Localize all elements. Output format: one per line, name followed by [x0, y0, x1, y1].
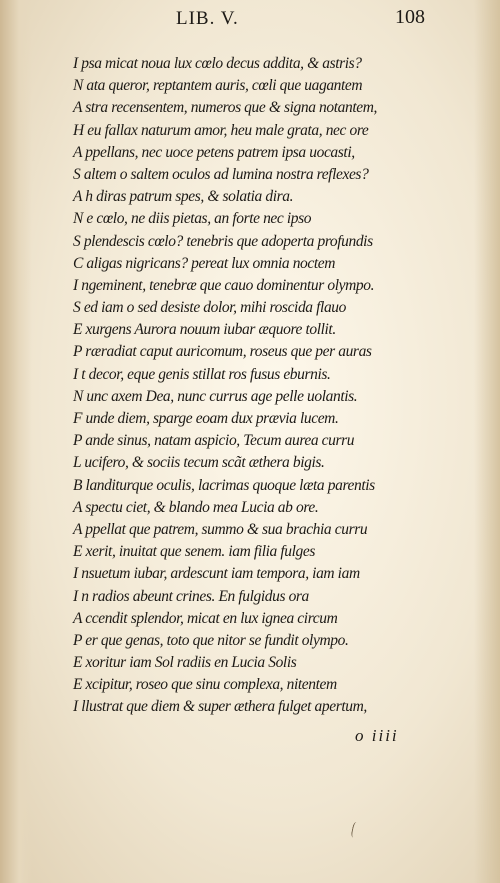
verse-line: C aligas nigricans? pereat lux omnia noctem	[73, 254, 336, 272]
verse-line: B landiturque oculis, lacrimas quoque læta parentis	[73, 476, 375, 494]
verse-line: I psa micat noua lux cœlo decus addita, & astris?	[73, 55, 362, 72]
verse-line: E xcipitur, roseo que sinu complexa, nitentem	[73, 676, 337, 694]
verse-line: A ppellans, nec uoce petens patrem ipsa uocasti,	[73, 143, 355, 161]
verse-line: P ræradiat caput auricomum, roseus que per auras	[73, 343, 372, 361]
verse-line: A ppellat que patrem, summo & sua brachia curru	[73, 520, 368, 538]
verse-line: F unde diem, sparge eoam dux prævia lucem.	[73, 410, 339, 427]
verse-line: L ucifero, & sociis tecum scãt æthera bigis.	[73, 454, 325, 472]
verse-line: S altem o saltem oculos ad lumina nostra reflexes?	[73, 165, 369, 183]
verse-line: S plendescis cœlo? tenebris que adoperta profundis	[73, 232, 373, 250]
verse-line: N ata queror, reptantem auris, cœli que uagantem	[73, 77, 363, 95]
verse-line: N e cœlo, ne diis pietas, an forte nec ipso	[73, 210, 312, 228]
verse-line: I llustrat que diem & super æthera fulget apertum,	[73, 698, 367, 716]
verse-block	[73, 53, 423, 719]
signature-mark: o iiii	[355, 726, 399, 745]
page-edge-shadow	[474, 0, 500, 883]
running-head: LIB. V.	[176, 8, 239, 29]
verse-line: P er que genas, toto que nitor se fundit olympo.	[73, 631, 349, 649]
verse-line: A h diras patrum spes, & solatia dira.	[73, 188, 294, 206]
verse-line: A spectu ciet, & blando mea Lucia ab ore.	[73, 498, 319, 516]
ink-mark	[350, 821, 360, 838]
verse-line: I t decor, eque genis stillat ros fusus eburnis.	[73, 365, 331, 383]
page-gutter-shadow	[0, 0, 32, 883]
verse-line: P ande sinus, natam aspicio, Tecum aurea curru	[73, 432, 355, 450]
verse-line: A stra recensentem, numeros que & signa notantem,	[73, 99, 377, 117]
verse-line: E xoritur iam Sol radiis en Lucia Solis	[73, 654, 297, 672]
verse-line: I nsuetum iubar, ardescunt iam tempora, iam iam	[73, 565, 360, 583]
verse-line: I ngeminent, tenebræ que cauo dominentur olympo.	[73, 276, 375, 294]
verse-line: S ed iam o sed desiste dolor, mihi roscida flauo	[73, 299, 346, 317]
verse-line: N unc axem Dea, nunc currus age pelle uolantis.	[73, 387, 358, 405]
verse-line: A ccendit splendor, micat en lux ignea circum	[73, 609, 338, 627]
page-number: 108	[395, 6, 425, 28]
verse-line: E xerit, inuitat que senem. iam filia fulges	[73, 543, 315, 561]
verse-line: E xurgens Aurora nouum iubar æquore tollit.	[73, 321, 336, 339]
verse-line: I n radios abeunt crines. En fulgidus ora	[73, 587, 309, 605]
verse-line: H eu fallax naturum amor, heu male grata, nec ore	[73, 121, 369, 139]
